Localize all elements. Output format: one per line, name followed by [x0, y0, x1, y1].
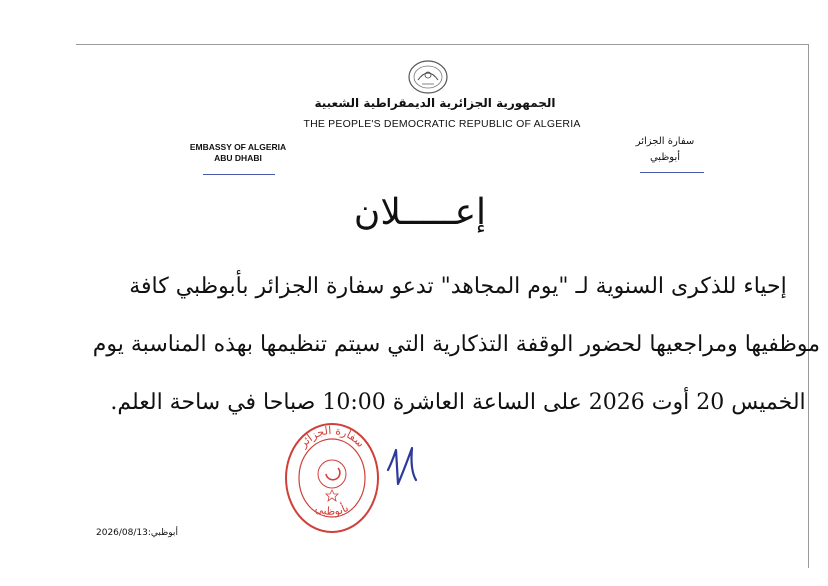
announcement-title: إعـــــلان: [353, 192, 487, 233]
header-arabic-title: الجمهورية الجزائرية الديمقراطية الشعبية: [314, 96, 556, 110]
embassy-seal-stamp: [282, 418, 382, 536]
announcement-line: إحياء للذكرى السنوية لـ "يوم المجاهد" تدعو سفارة الجزائر بأبوظبي كافة: [129, 274, 787, 299]
header-english-title: THE PEOPLE'S DEMOCRATIC REPUBLIC OF ALGERIA: [303, 118, 581, 130]
signature-mark: [382, 440, 424, 496]
announcement-line: موظفيها ومراجعيها لحضور الوقفة التذكارية التي سيتم تنظيمها بهذه المناسبة يوم: [92, 332, 820, 357]
announcement-body: [92, 258, 820, 432]
footer-date: أبوظبي:2026/08/13: [96, 528, 178, 538]
embassy-english-underline: [203, 174, 275, 175]
svg-text:بأبوظبي: [313, 500, 350, 518]
embassy-english-line2: ABU DHABI: [214, 153, 262, 163]
seal-text-top: سفارة الجزائر: [296, 423, 368, 451]
announcement-line: الخميس 20 أوت 2026 على الساعة العاشرة 10:00 صباحا في ساحة العلم.: [110, 390, 806, 415]
svg-text:سفارة الجزائر: [296, 424, 367, 451]
embassy-english: [168, 142, 308, 164]
embassy-arabic-underline: [640, 172, 704, 173]
algeria-emblem-icon: [406, 58, 450, 96]
embassy-arabic-line1: سفارة الجزائر: [635, 136, 695, 147]
seal-text-bottom: بأبوظبي: [313, 501, 351, 518]
embassy-english-line1: EMBASSY OF ALGERIA: [189, 142, 287, 152]
embassy-arabic: [620, 134, 710, 166]
embassy-arabic-line2: أبوظبي: [649, 152, 681, 163]
